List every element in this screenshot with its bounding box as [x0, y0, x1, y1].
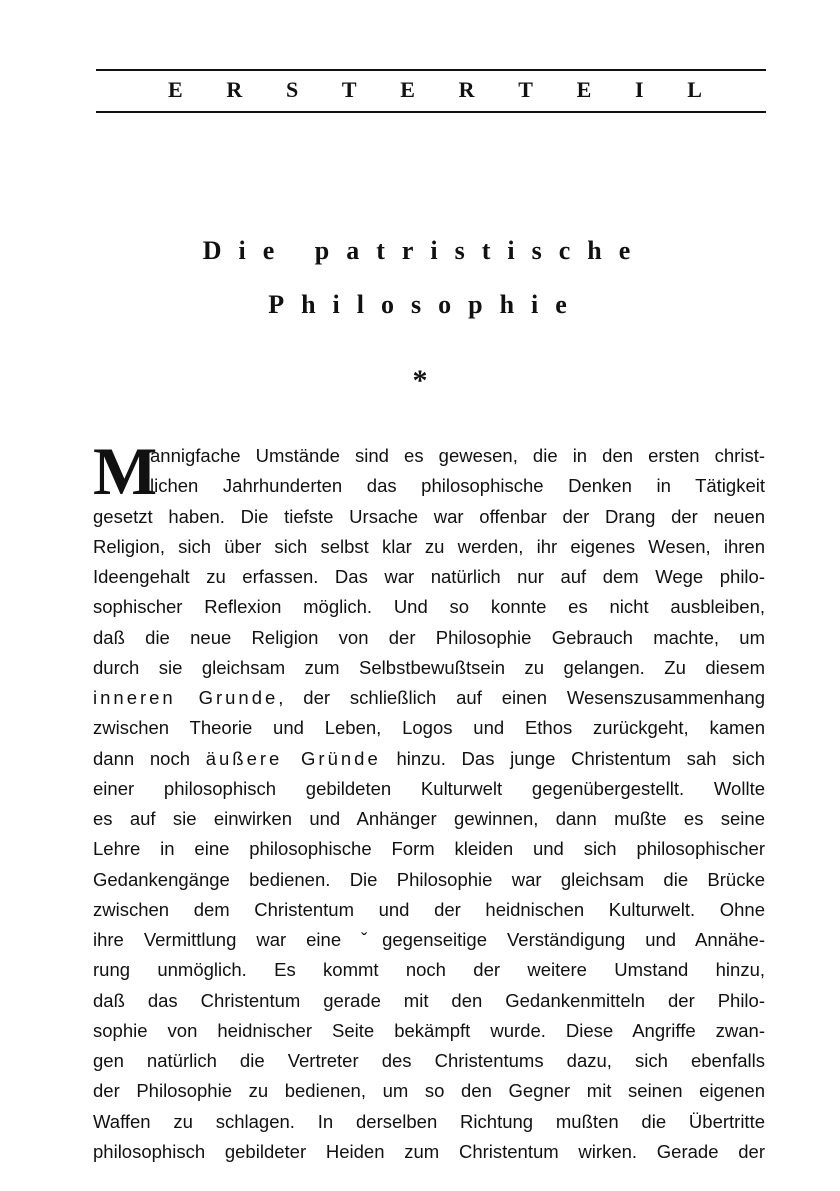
part-letter: R: [458, 77, 475, 102]
text-line: [93, 744, 765, 774]
text-line: der Philosophie zu bedienen, um so den Gegner mit seinen eigenen: [93, 1080, 765, 1102]
part-letter: I: [634, 77, 644, 102]
text-run: , der schließlich auf einen Wesenszusammenhang: [278, 687, 765, 708]
part-letter: T: [518, 77, 533, 102]
text-line: ihre Vermittlung war eine ˇgegenseitige Verständigung und Annähe-: [93, 929, 765, 950]
text-line: durch sie gleichsam zum Selbstbewußtsein zu gelangen. Zu diesem: [93, 656, 765, 678]
text-line: daß das Christentum gerade mit den Gedankenmitteln der Philo-: [93, 989, 765, 1011]
emphasized-term: inneren Grunde: [93, 687, 279, 708]
chapter-title-line-1: Die patristische: [202, 236, 648, 265]
text-line: zwischen dem Christentum und der heidnischen Kulturwelt. Ohne: [93, 898, 765, 920]
text-line: rung unmöglich. Es kommt noch der weitere Umstand hinzu,: [93, 959, 765, 981]
drop-cap: M: [93, 433, 158, 509]
text-line: sophischer Reflexion möglich. Und so konnte es nicht ausbleiben,: [93, 596, 765, 618]
text-run: hinzu. Das junge Christentum sah sich: [380, 747, 766, 769]
part-letter: R: [226, 77, 243, 102]
part-letter: E: [168, 77, 183, 102]
part-letter: E: [576, 77, 592, 102]
text-line: philosophisch gebildeter Heiden zum Christentum wirken. Gerade der: [93, 1140, 765, 1162]
text-line: [93, 683, 765, 713]
text-line: Religion, sich über sich selbst klar zu werden, ihr eigenes Wesen, ihren: [93, 535, 765, 557]
part-letter: T: [341, 77, 357, 102]
text-line: zwischen Theorie und Leben, Logos und Ethos zurückgeht, kamen: [93, 717, 765, 739]
text-line: Lehre in eine philosophische Form kleiden und sich philosophischer: [93, 838, 765, 860]
text-line: gen natürlich die Vertreter des Christentums dazu, sich ebenfalls: [93, 1050, 765, 1071]
header-top-rule: [96, 69, 766, 71]
text-line: annigfache Umstände sind es gewesen, die in den ersten christ-: [150, 445, 765, 466]
part-letter: L: [687, 77, 702, 102]
part-letter: E: [400, 77, 415, 102]
header-bottom-rule: [96, 111, 766, 113]
text-line: Waffen zu schlagen. In derselben Richtung mußten die Übertritte: [93, 1110, 765, 1132]
text-line: sophie von heidnischer Seite bekämpft wurde. Diese Angriffe zwan-: [93, 1019, 765, 1041]
part-heading: [96, 72, 766, 108]
text-line: Ideengehalt zu erfassen. Das war natürlich nur auf dem Wege philo-: [93, 566, 765, 587]
emphasized-term: äußere Gründe: [205, 747, 381, 769]
asterisk-ornament-icon: *: [412, 364, 428, 397]
body-paragraph: [93, 433, 766, 1167]
text-run: dann noch: [93, 747, 206, 769]
text-line: lichen Jahrhunderten das philosophische Denken in Tätigkeit: [150, 475, 765, 497]
text-line: daß die neue Religion von der Philosophie Gebrauch machte, um: [93, 626, 765, 648]
part-letter: S: [285, 77, 299, 102]
chapter-title-line-2: Philosophie: [268, 290, 584, 319]
text-line: einer philosophisch gebildeten Kulturwelt gegenübergestellt. Wollte: [93, 777, 765, 799]
text-line: Gedankengänge bedienen. Die Philosophie war gleichsam die Brücke: [93, 868, 765, 890]
text-line: es auf sie einwirken und Anhänger gewinnen, dann mußte es seine: [93, 808, 765, 829]
text-line: gesetzt haben. Die tiefste Ursache war offenbar der Drang der neuen: [93, 505, 765, 527]
